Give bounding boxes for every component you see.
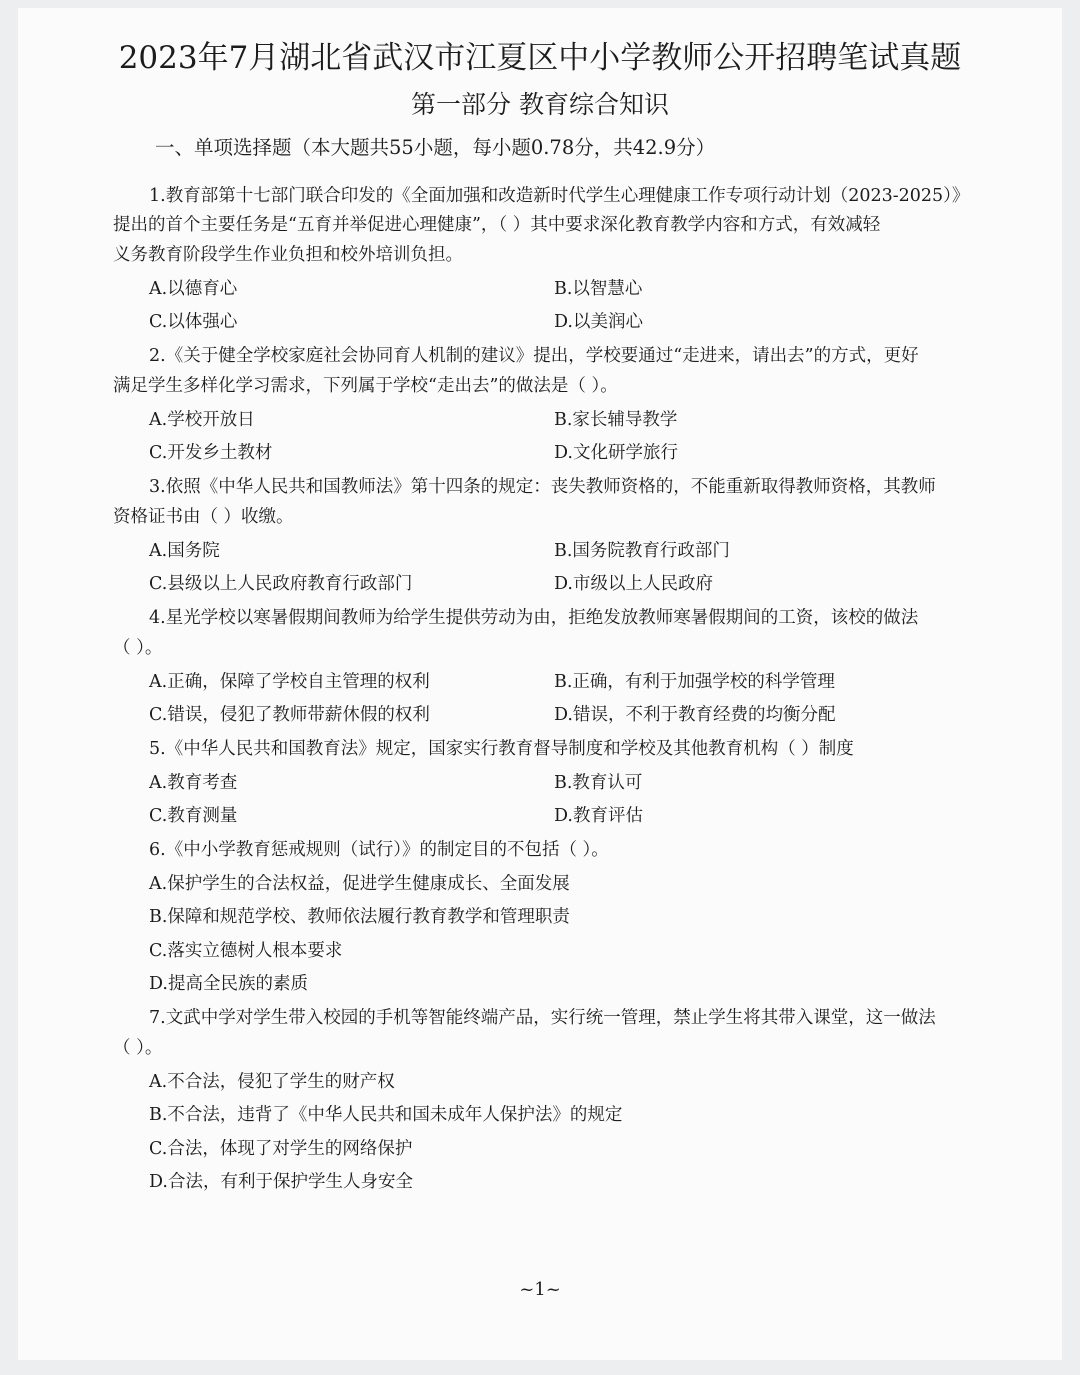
- question-3-line-2: 资格证书由（ ）收缴。: [113, 507, 294, 527]
- question-7-option-c: C.合法，体现了对学生的网络保护: [149, 1139, 413, 1159]
- question-2-line-1: 2.《关于健全学校家庭社会协同育人机制的建议》提出，学校要通过“走进来，请出去”的方式，更好: [149, 346, 919, 366]
- question-5-option-a: A.教育考查: [149, 773, 238, 793]
- question-5-option-c: C.教育测量: [149, 806, 238, 826]
- question-7-line-2: （ ）。: [113, 1038, 163, 1058]
- question-4-line-1: 4.星光学校以寒暑假期间教师为给学生提供劳动为由，拒绝发放教师寒暑假期间的工资，该校的做法: [149, 608, 919, 628]
- question-3-line-1: 3.依照《中华人民共和国教师法》第十四条的规定：丧失教师资格的，不能重新取得教师资格，其教师: [149, 477, 936, 497]
- question-6-option-c: C.落实立德树人根本要求: [149, 941, 343, 961]
- question-7-option-d: D.合法，有利于保护学生人身安全: [149, 1172, 413, 1192]
- question-6-option-b: B.保障和规范学校、教师依法履行教育教学和管理职责: [149, 907, 570, 927]
- question-4-option-c: C.错误，侵犯了教师带薪休假的权利: [149, 705, 430, 725]
- question-7-option-a: A.不合法，侵犯了学生的财产权: [149, 1072, 395, 1092]
- question-4-option-a: A.正确，保障了学校自主管理的权利: [149, 672, 430, 692]
- question-7-line-1: 7.文武中学对学生带入校园的手机等智能终端产品，实行统一管理，禁止学生将其带入课堂，这一做法: [149, 1008, 936, 1028]
- exam-title: 2023年7月湖北省武汉市江夏区中小学教师公开招聘笔试真题: [118, 40, 962, 76]
- section-heading: 一、单项选择题（本大题共55小题，每小题0.78分，共42.9分）: [155, 136, 716, 159]
- question-6-line-1: 6.《中小学教育惩戒规则（试行）》的制定目的不包括（ ）。: [149, 840, 609, 860]
- question-1-line-1: 1.教育部第十七部门联合印发的《全面加强和改造新时代学生心理健康工作专项行动计划（2023-2025）》: [149, 186, 970, 206]
- question-4-line-2: （ ）。: [113, 638, 163, 658]
- question-3-option-d: D.市级以上人民政府: [554, 574, 713, 594]
- question-6-option-d: D.提高全民族的素质: [149, 974, 308, 994]
- question-5-option-d: D.教育评估: [554, 806, 643, 826]
- question-2-option-d: D.文化研学旅行: [554, 443, 678, 463]
- question-2-option-a: A.学校开放日: [149, 410, 255, 430]
- question-1-line-2: 提出的首个主要任务是“五育并举促进心理健康”，（ ）其中要求深化教育教学内容和方式，有效减轻: [113, 215, 881, 235]
- question-1-option-b: B.以智慧心: [554, 279, 643, 299]
- question-1-option-a: A.以德育心: [149, 279, 238, 299]
- question-3-option-a: A.国务院: [149, 541, 220, 561]
- question-2-option-c: C.开发乡土教材: [149, 443, 273, 463]
- question-1-line-3: 义务教育阶段学生作业负担和校外培训负担。: [113, 245, 463, 265]
- question-4-option-b: B.正确，有利于加强学校的科学管理: [554, 672, 835, 692]
- question-1-option-d: D.以美润心: [554, 312, 643, 332]
- question-4-option-d: D.错误，不利于教育经费的均衡分配: [554, 705, 836, 725]
- question-6-option-a: A.保护学生的合法权益，促进学生健康成长、全面发展: [149, 874, 570, 894]
- question-5-option-b: B.教育认可: [554, 773, 643, 793]
- question-2-line-2: 满足学生多样化学习需求，下列属于学校“走出去”的做法是（ ）。: [113, 376, 618, 396]
- part-title: 第一部分 教育综合知识: [411, 90, 669, 119]
- page-number: ~1~: [519, 1279, 561, 1300]
- question-3-option-b: B.国务院教育行政部门: [554, 541, 730, 561]
- question-3-option-c: C.县级以上人民政府教育行政部门: [149, 574, 413, 594]
- exam-page: [18, 8, 1062, 1360]
- question-5-line-1: 5.《中华人民共和国教育法》规定，国家实行教育督导制度和学校及其他教育机构（ ）制度: [149, 739, 854, 759]
- question-7-option-b: B.不合法，违背了《中华人民共和国未成年人保护法》的规定: [149, 1105, 623, 1125]
- question-2-option-b: B.家长辅导教学: [554, 410, 678, 430]
- question-1-option-c: C.以体强心: [149, 312, 238, 332]
